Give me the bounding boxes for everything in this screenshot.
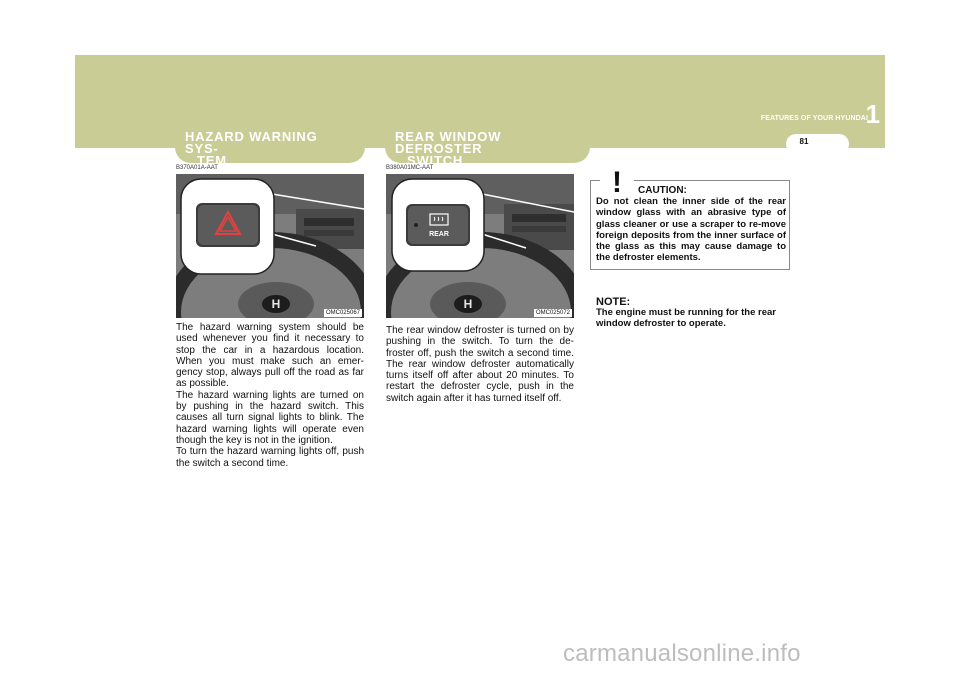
rear-switch-label: REAR <box>429 231 449 238</box>
defroster-title-line1: REAR WINDOW DEFROSTER <box>395 129 502 156</box>
hazard-paragraph-2: The hazard warning lights are turned on by pushing in the hazard switch. This causes all turn signal lights to blink. The hazard warning lights will operate even though the key is not in the ignition. <box>176 389 364 446</box>
chapter-number: 1 <box>865 99 880 129</box>
note-title: NOTE: <box>596 296 631 308</box>
watermark: carmanualsonline.info <box>563 640 801 667</box>
hazard-photo-label: OMC025067 <box>325 310 360 316</box>
defroster-code: B380A01MC-AAT <box>386 165 434 171</box>
defroster-paragraph: The rear window defroster is turned on by pushing in the switch. To turn the de-froster off, push the switch a second time. The rear window defroster automatically turns itself off after about 20 minutes. To restart the defroster cycle, push in the switch again after it has turned itself off. <box>386 325 574 404</box>
defroster-photo-label: OMC025072 <box>535 310 570 316</box>
hazard-switch-photo <box>176 174 364 318</box>
defroster-switch-photo <box>386 174 574 318</box>
defroster-body <box>386 325 574 404</box>
defroster-photo-illustration <box>386 174 574 318</box>
hazard-paragraph-1: The hazard warning system should be used whenever you find it necessary to stop the car in a hazardous location. When you must make such an emer-gency stop, always pull off the road as far as possible. <box>176 322 364 390</box>
hazard-body <box>176 322 364 469</box>
page-number: 81 <box>799 137 809 146</box>
hazard-title-line1: HAZARD WARNING SYS- <box>185 129 318 156</box>
caution-title: CAUTION: <box>638 185 687 196</box>
note-text: The engine must be running for the rear window defroster to operate. <box>596 307 776 330</box>
hazard-paragraph-3: To turn the hazard warning lights off, push the switch a second time. <box>176 446 364 469</box>
svg-text:H: H <box>271 297 281 311</box>
hazard-title-line2: TEM <box>197 153 227 168</box>
chapter-label: FEATURES OF YOUR HYUNDAI <box>760 115 868 122</box>
defroster-title-line2: SWITCH <box>407 153 464 168</box>
warning-icon <box>600 165 634 195</box>
hazard-photo-illustration <box>176 174 364 318</box>
hazard-code: B370A01A-AAT <box>176 165 218 171</box>
caution-text: Do not clean the inner side of the rear window glass with an abrasive type of glass cleaner or use a scraper to re-move foreign deposits from the inner surface of the glass as this may cause damage to the defroster elements. <box>596 196 786 264</box>
svg-text:H: H <box>463 297 473 311</box>
svg-text:!: ! <box>612 166 622 195</box>
